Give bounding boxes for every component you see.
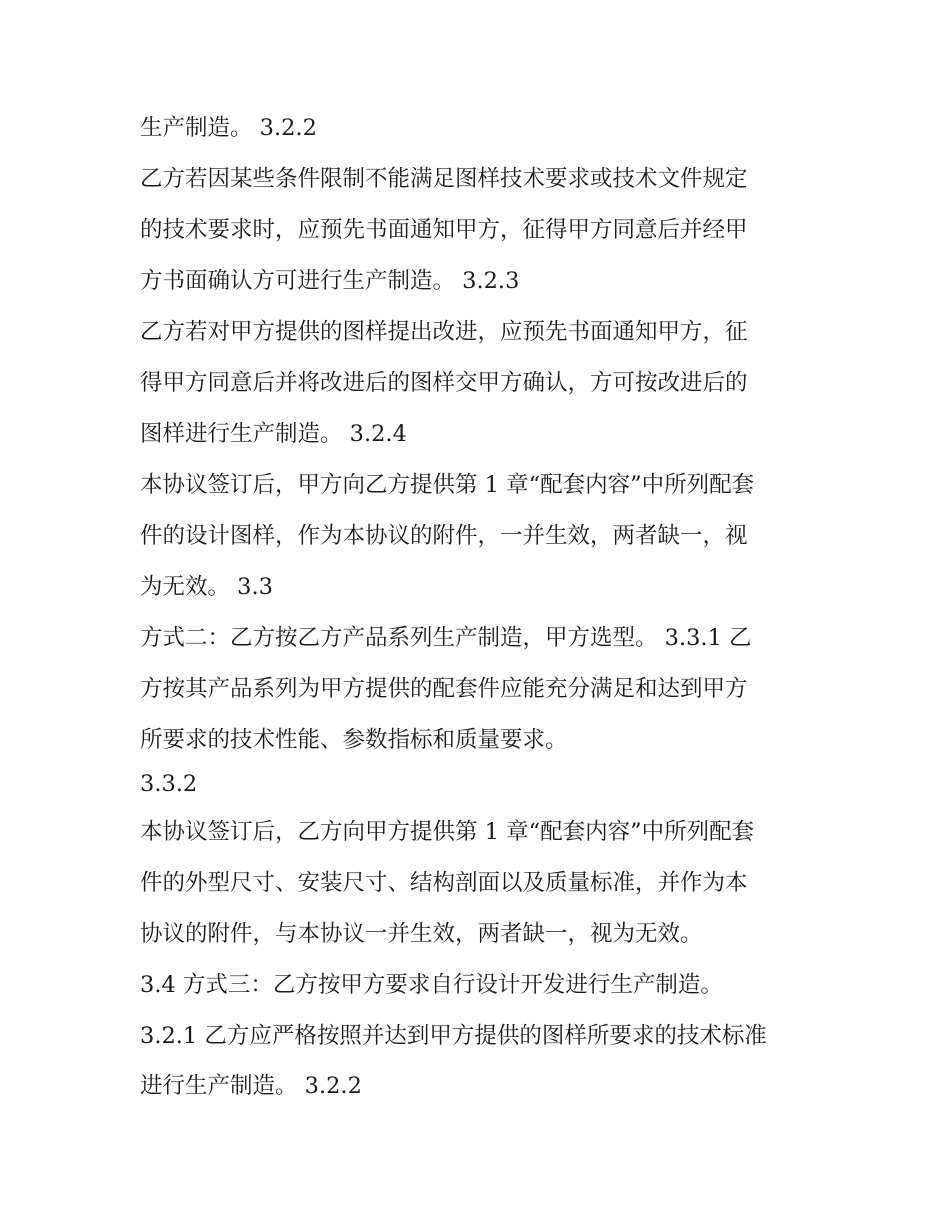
text-line: 得甲方同意后并将改进后的图样交甲方确认，方可按改进后的 <box>140 370 748 396</box>
text-line: 图样进行生产制造。 3.2.4 <box>140 421 407 447</box>
text-line: 进行生产制造。 3.2.2 <box>140 1073 362 1099</box>
text-line: 所要求的技术性能、参数指标和质量要求。 <box>140 727 568 753</box>
text-line: 方按其产品系列为甲方提供的配套件应能充分满足和达到甲方 <box>140 676 748 702</box>
text-line: 3.2.1 乙方应严格按照并达到甲方提供的图样所要求的技术标准 <box>140 1023 767 1049</box>
text-line: 件的外型尺寸、安装尺寸、结构剖面以及质量标准，并作为本 <box>140 870 748 896</box>
text-line: 的技术要求时，应预先书面通知甲方，征得甲方同意后并经甲 <box>140 217 748 243</box>
text-line: 件的设计图样，作为本协议的附件，一并生效，两者缺一，视 <box>140 523 748 549</box>
text-line: 乙方若因某些条件限制不能满足图样技术要求或技术文件规定 <box>140 166 748 192</box>
text-line: 3.3.2 <box>140 771 198 797</box>
text-line: 为无效。 3.3 <box>140 574 273 600</box>
text-line: 乙方若对甲方提供的图样提出改进，应预先书面通知甲方，征 <box>140 319 748 345</box>
text-line: 方式二：乙方按乙方产品系列生产制造，甲方选型。 3.3.1 乙 <box>140 625 752 651</box>
text-line: 本协议签订后，甲方向乙方提供第 1 章“配套内容”中所列配套 <box>140 472 755 498</box>
text-line: 本协议签订后，乙方向甲方提供第 1 章“配套内容”中所列配套 <box>140 819 755 845</box>
text-line: 生产制造。 3.2.2 <box>140 115 317 141</box>
text-line: 3.4 方式三：乙方按甲方要求自行设计开发进行生产制造。 <box>140 972 723 998</box>
text-line: 方书面确认方可进行生产制造。 3.2.3 <box>140 268 520 294</box>
text-line: 协议的附件，与本协议一并生效，两者缺一，视为无效。 <box>140 921 703 947</box>
